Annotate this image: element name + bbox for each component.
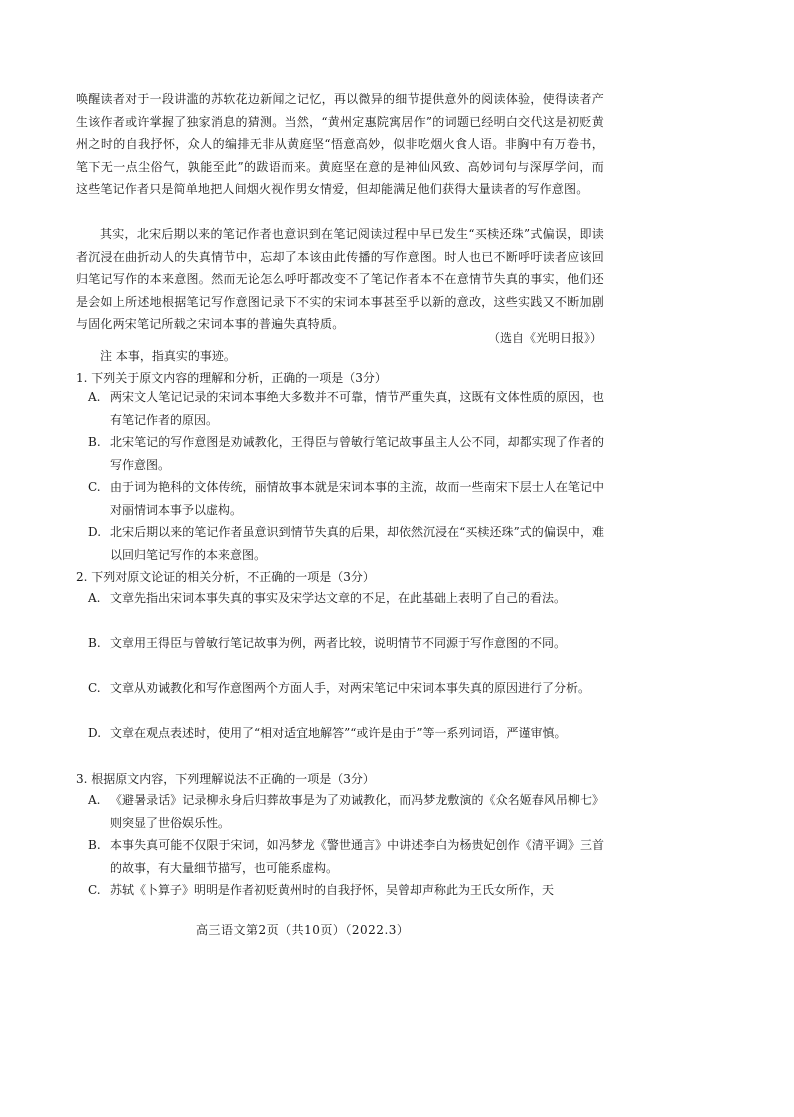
question-3-option-a [88, 789, 604, 834]
option-text: 北宋后期以来的笔记作者虽意识到情节失真的后果，却依然沉浸在“买椟还珠”式的偏误中，难以回归笔记写作的本来意图。 [110, 525, 604, 562]
question-1-option-b [88, 431, 604, 476]
footnote: 注 本事，指真实的事迹。 [100, 349, 236, 363]
option-letter: A. [88, 591, 101, 605]
option-text: 两宋文人笔记记录的宋词本事绝大多数并不可靠，情节严重失真，这既有文体性质的原因，也有笔记作者的原因。 [110, 390, 604, 427]
question-3-option-c [88, 879, 604, 902]
option-letter: D. [88, 726, 102, 740]
option-letter: B. [88, 838, 101, 852]
option-letter: C. [88, 480, 101, 494]
passage-paragraph-1: 唤醒读者对于一段讲滥的苏软花边新闻之记忆，再以微异的细节提供意外的阅读体验，使得读者产生该作者或许掌握了独家消息的猜测。当然，“黄州定惠院寓居作”的词题已经明白交代这是初贬黄州之时的自我抒怀，众人的编排无非从黄庭坚“悟意高妙，似非吃烟火食人语。非胸中有万卷书，笔下无一点尘俗气，孰能至此”的跋语而来。黄庭坚在意的是神仙风致、高妙词句与深厚学问，而这些笔记作者只是简单地把人间烟火视作男女情爱，但却能满足他们获得大量读者的写作意图。 [76, 92, 604, 197]
option-text: 文章在观点表述时，使用了“相对适宜地解答”“或许是由于”等一系列词语，严谨审慎。 [110, 726, 567, 740]
option-letter: C. [88, 883, 101, 897]
question-2-option-b [88, 632, 604, 655]
option-letter: B. [88, 636, 101, 650]
page-footer: 高三语文第2页（共10页）（2022.3） [196, 923, 410, 937]
source-citation: （选自《光明日报》） [487, 331, 602, 345]
option-text: 本事失真可能不仅限于宋词，如冯梦龙《警世通言》中讲述李白为杨贵妃创作《清平调》三首的故事，有大量细节描写，也可能系虚构。 [110, 838, 604, 875]
question-2-stem: 2. 下列对原文论证的相关分析，不正确的一项是（3分） [76, 570, 375, 584]
question-3-stem: 3. 根据原文内容，下列理解说法不正确的一项是（3分） [76, 772, 375, 786]
option-letter: B. [88, 435, 101, 449]
option-text: 苏轼《卜算子》明明是作者初贬黄州时的自我抒怀，吴曾却声称此为王氏女所作，天 [110, 883, 555, 897]
passage-paragraph-2: 其实，北宋后期以来的笔记作者也意识到在笔记阅读过程中早已发生“买椟还珠”式偏误，即读者沉浸在曲折动人的失真情节中，忘却了本该由此传播的写作意图。时人也已不断呼吁读者应该回归笔记写作的本来意图。然而无论怎么呼吁都改变不了笔记作者本不在意情节失真的事实，他们还是会如上所述地根据笔记写作意图记录下不实的宋词本事甚至乎以新的意改，这些实践又不断加剧与固化两宋笔记所载之宋词本事的普遍失真特质。 [76, 227, 604, 332]
option-text: 《避暑录话》记录柳永身后归葬故事是为了劝诫教化，而冯梦龙敷演的《众名姬春风吊柳七》则突显了世俗娱乐性。 [110, 793, 604, 830]
question-2-option-d [88, 722, 604, 745]
option-letter: A. [88, 793, 101, 807]
question-1-option-c [88, 476, 604, 521]
option-letter: A. [88, 390, 101, 404]
question-1-option-d [88, 521, 604, 566]
question-1-stem: 1. 下列关于原文内容的理解和分析，正确的一项是（3分） [76, 371, 387, 385]
question-1-option-a [88, 386, 604, 431]
option-text: 文章先指出宋词本事失真的事实及宋学达文章的不足，在此基础上表明了自己的看法。 [110, 591, 567, 605]
option-text: 北宋笔记的写作意图是劝诫教化，王得臣与曾敏行笔记故事虽主人公不同，却都实现了作者的写作意图。 [110, 435, 604, 472]
option-text: 文章用王得臣与曾敏行笔记故事为例，两者比较，说明情节不同源于写作意图的不同。 [110, 636, 567, 650]
question-2-option-c [88, 677, 604, 700]
option-text: 由于词为艳科的文体传统，丽情故事本就是宋词本事的主流，故而一些南宋下层士人在笔记中对丽情词本事予以虚构。 [110, 480, 604, 517]
option-letter: C. [88, 681, 101, 695]
question-2-option-a [88, 587, 604, 610]
question-3-option-b [88, 834, 604, 879]
option-letter: D. [88, 525, 102, 539]
option-text: 文章从劝诫教化和写作意图两个方面人手，对两宋笔记中宋词本事失真的原因进行了分析。 [110, 681, 591, 695]
